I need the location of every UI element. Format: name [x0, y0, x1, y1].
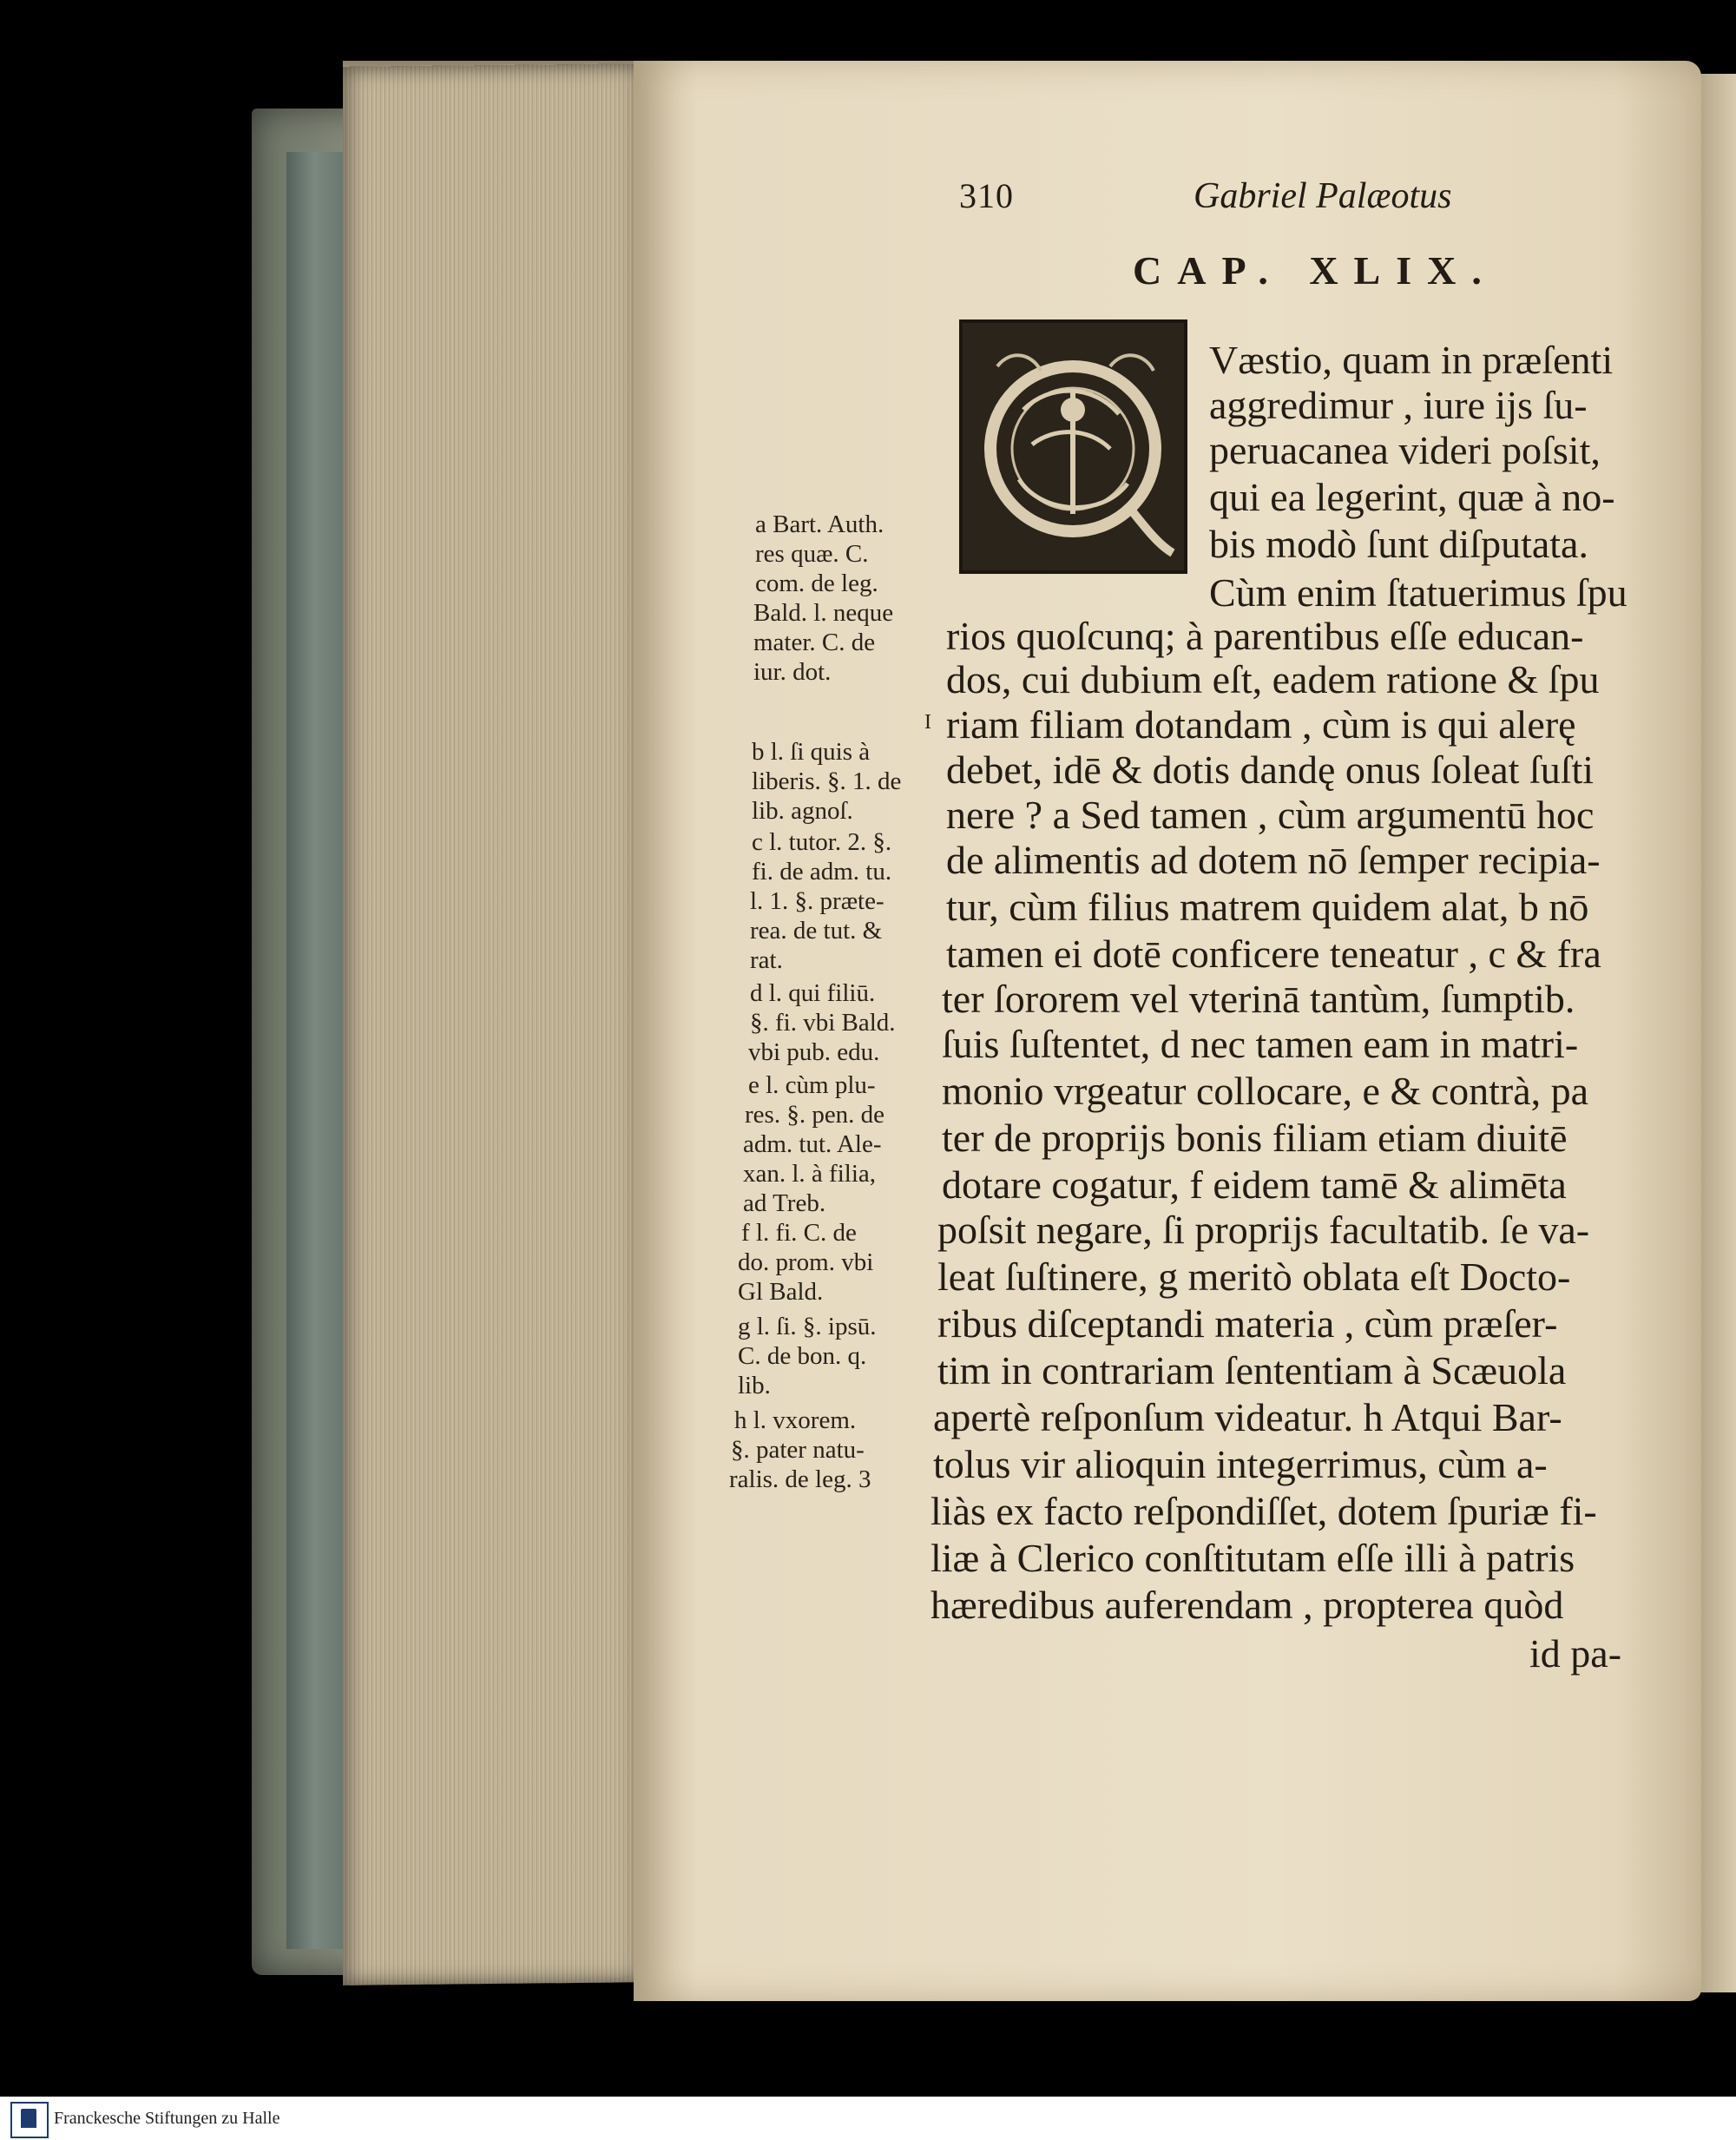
- margin-note: Gl Bald.: [738, 1278, 824, 1306]
- body-line: monio vrgeatur collocare, e & contrà, pa: [942, 1069, 1589, 1113]
- body-line: ter ſororem vel vterinā tantùm, ſumptib.: [942, 977, 1575, 1021]
- catchword: id pa-: [1529, 1631, 1622, 1676]
- margin-note: adm. tut. Ale-: [743, 1130, 882, 1158]
- page-number: 310: [959, 176, 1014, 215]
- body-line: tolus vir alioquin integerrimus, cùm a-: [933, 1442, 1548, 1486]
- body-line: ter de proprijs bonis filiam etiam diuitē: [942, 1116, 1568, 1160]
- body-line: de alimentis ad dotem nō ſemper recipia-: [946, 838, 1601, 882]
- margin-note: §. pater natu-: [731, 1436, 865, 1464]
- margin-note: vbi pub. edu.: [748, 1038, 880, 1066]
- body-line: riam filiam dotandam , cùm is qui alerę: [946, 702, 1576, 747]
- chapter-heading: CAP. XLIX.: [1133, 248, 1497, 293]
- facing-page-edge: [1697, 74, 1736, 1992]
- margin-note: b l. ſi quis à: [752, 738, 871, 766]
- margin-note: fi. de adm. tu.: [752, 858, 892, 886]
- body-line: peruacanea videri poſsit,: [1209, 428, 1601, 472]
- body-line: dotare cogatur, f eidem tamē & alimēta: [942, 1162, 1567, 1207]
- margin-note: res quæ. C.: [755, 540, 869, 568]
- margin-note: lib.: [738, 1372, 771, 1399]
- margin-note: c l. tutor. 2. §.: [752, 828, 892, 856]
- body-line: ribus diſceptandi materia , cùm præſer-: [937, 1301, 1558, 1346]
- margin-note: ad Treb.: [743, 1189, 826, 1217]
- body-line: ſuis ſuſtentet, d nec tamen eam in matri-: [942, 1022, 1579, 1066]
- body-line: tur, cùm filius matrem quidem alat, b nō: [946, 885, 1589, 929]
- margin-note: a Bart. Auth.: [755, 510, 884, 538]
- body-line: Væstio, quam in præſenti: [1209, 338, 1614, 382]
- page-stack: [343, 63, 647, 1985]
- margin-note: com. de leg.: [755, 570, 878, 597]
- body-line: bis modò ſunt diſputata.: [1209, 522, 1588, 566]
- institution-logo-icon: [10, 2102, 49, 2138]
- body-line: qui ea legerint, quæ à no-: [1209, 475, 1615, 519]
- margin-note: h l. vxorem.: [734, 1406, 857, 1434]
- body-line: Cùm enim ſtatuerimus ſpu: [1209, 570, 1628, 615]
- body-line: aggredimur , iure ijs ſu-: [1209, 383, 1588, 427]
- body-line: debet, idē & dotis dandę onus ſoleat ſuſti: [946, 747, 1595, 792]
- margin-note: mater. C. de: [753, 629, 876, 656]
- margin-note: C. de bon. q.: [738, 1342, 867, 1370]
- margin-note: do. prom. vbi: [738, 1248, 874, 1276]
- body-line: tamen ei dotē conficere teneatur , c & fra: [946, 932, 1601, 976]
- running-head: Gabriel Palæotus: [1194, 176, 1452, 216]
- margin-note: res. §. pen. de: [745, 1101, 885, 1129]
- margin-note: liberis. §. 1. de: [752, 767, 902, 795]
- ornament-icon: [971, 332, 1175, 562]
- body-line: rios quoſcunq; à parentibus eſſe educan-: [946, 614, 1584, 658]
- body-line: leat ſuſtinere, g meritò oblata eſt Docto-: [937, 1254, 1571, 1299]
- ornamental-initial: [959, 319, 1187, 574]
- margin-note-mark: I: [924, 711, 931, 734]
- body-line: liæ à Clerico conſtitutam eſſe illi à patris: [930, 1536, 1575, 1580]
- margin-note: d l. qui filiū.: [750, 979, 876, 1007]
- institution-name: Franckesche Stiftungen zu Halle: [54, 2109, 280, 2128]
- margin-note: xan. l. à filia,: [743, 1160, 877, 1188]
- body-line: tim in contrariam ſententiam à Scæuola: [937, 1348, 1567, 1393]
- margin-note: g l. ſi. §. ipsū.: [738, 1313, 877, 1340]
- body-line: dos, cui dubium eſt, eadem ratione & ſpu: [946, 657, 1600, 701]
- body-line: nere ? a Sed tamen , cùm argumentū hoc: [946, 793, 1595, 837]
- margin-note: lib. agnoſ.: [752, 797, 853, 825]
- margin-note: ralis. de leg. 3: [729, 1465, 871, 1493]
- body-line: apertè reſponſum videatur. h Atqui Bar-: [933, 1395, 1562, 1439]
- margin-note: iur. dot.: [753, 658, 832, 686]
- body-line: hæredibus auferendam , propterea quòd: [930, 1583, 1564, 1627]
- margin-note: rea. de tut. &: [750, 917, 883, 945]
- margin-note: §. fi. vbi Bald.: [750, 1009, 896, 1037]
- margin-note: e l. cùm plu-: [748, 1071, 876, 1099]
- margin-note: l. 1. §. præte-: [750, 887, 884, 915]
- body-line: poſsit negare, ſi proprijs facultatib. ſe va-: [937, 1208, 1590, 1252]
- footer-bar: [0, 2097, 1736, 2140]
- margin-note: f l. fi. C. de: [741, 1219, 857, 1247]
- margin-note: rat.: [750, 946, 783, 974]
- body-line: liàs ex facto reſpondiſſet, dotem ſpuriæ fi-: [930, 1489, 1597, 1533]
- margin-note: Bald. l. neque: [753, 599, 894, 627]
